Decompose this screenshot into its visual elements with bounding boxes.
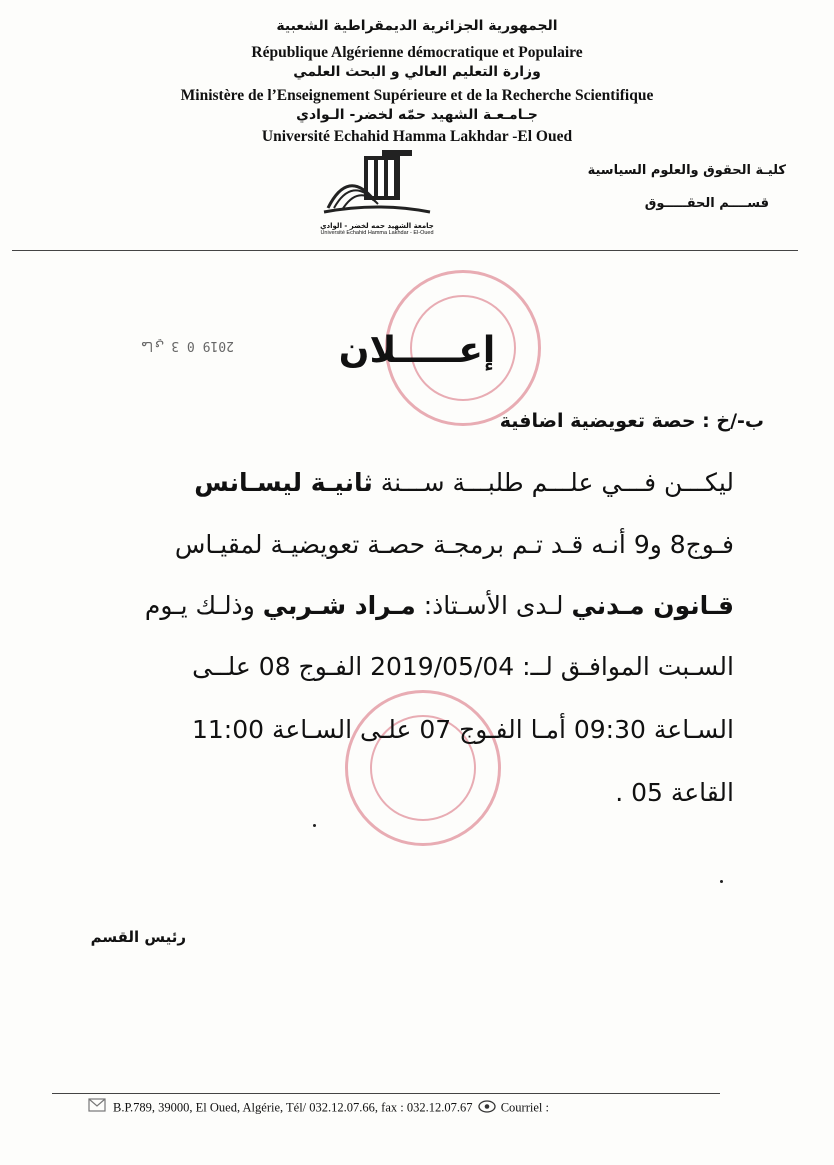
body-line-4: السـبت الموافـق لــ: 2019/05/04 الفـوج 08 علــى <box>192 652 734 681</box>
republic-french: République Algérienne démocratique et Populaire <box>251 44 583 61</box>
body-line-2: فـوج8 و9 أنـه قـد تـم برمجـة حصـة تعويضيـة لمقيـاس <box>174 530 734 559</box>
footer-divider <box>52 1093 720 1094</box>
body-line-1 <box>194 468 734 497</box>
logo-caption-french: Université Echahid Hamma Lakhdar - El-Oued <box>320 230 434 236</box>
body-level: ثانيـة ليسـانس <box>194 468 373 497</box>
header-divider <box>12 250 798 251</box>
mail-icon <box>88 1097 106 1116</box>
body-line-1-text: ليكـــن فـــي علـــم طلبـــة ســـنة <box>372 468 734 497</box>
ink-dot <box>720 880 723 883</box>
announcement-subject: ب-/خ : حصة تعويضية اضافية <box>499 410 764 432</box>
university-logo <box>318 148 436 236</box>
ministry-french: Ministère de l’Enseignement Supérieure et de la Recherche Scientifique <box>180 87 654 104</box>
university-arabic: جـامـعـة الشهيد حمّه لخضر- الـوادي <box>296 107 538 123</box>
footer-address <box>113 1100 549 1117</box>
footer-contact: B.P.789, 39000, El Oued, Algérie, Tél/ 032.12.07.66, fax : 032.12.07.67 <box>113 1100 473 1115</box>
logo-caption-arabic: جامعة الشهيد حمه لخضر - الوادي <box>320 222 434 230</box>
department-head-signature: رئيس القسم <box>90 928 186 946</box>
body-line-3-end: وذلـك يـوم <box>144 591 263 620</box>
republic-arabic: الجمهورية الجزائرية الديمقراطية الشعبية <box>276 18 558 34</box>
department-name: قســــم الحقـــــوق <box>644 196 769 211</box>
email-icon <box>478 1100 496 1117</box>
body-professor: مـراد شـربي <box>262 591 416 620</box>
date-stamp: 2019 ماي 3 0 <box>140 338 234 353</box>
ministry-arabic: وزارة التعليم العالي و البحث العلمي <box>293 64 541 80</box>
body-line-3 <box>145 591 734 620</box>
body-line-3-text: لـدى الأسـتاذ: <box>415 591 572 620</box>
faculty-name: كليـة الحقوق والعلوم السياسية <box>587 163 786 178</box>
body-subject: قـانون مـدني <box>571 591 734 620</box>
ink-dot <box>313 824 316 827</box>
body-line-5: السـاعة 09:30 أمـا الفـوج 07 علـى السـاعة 11:00 <box>191 715 734 744</box>
book-building-logo-icon <box>318 148 436 218</box>
announcement-title: إعـــــلان <box>338 330 496 371</box>
official-seal-bottom <box>345 690 501 846</box>
body-line-6: القاعة 05 . <box>615 778 734 807</box>
university-french: Université Echahid Hamma Lakhdar -El Oued <box>261 128 573 145</box>
footer-email-label: Courriel : <box>500 1100 549 1115</box>
